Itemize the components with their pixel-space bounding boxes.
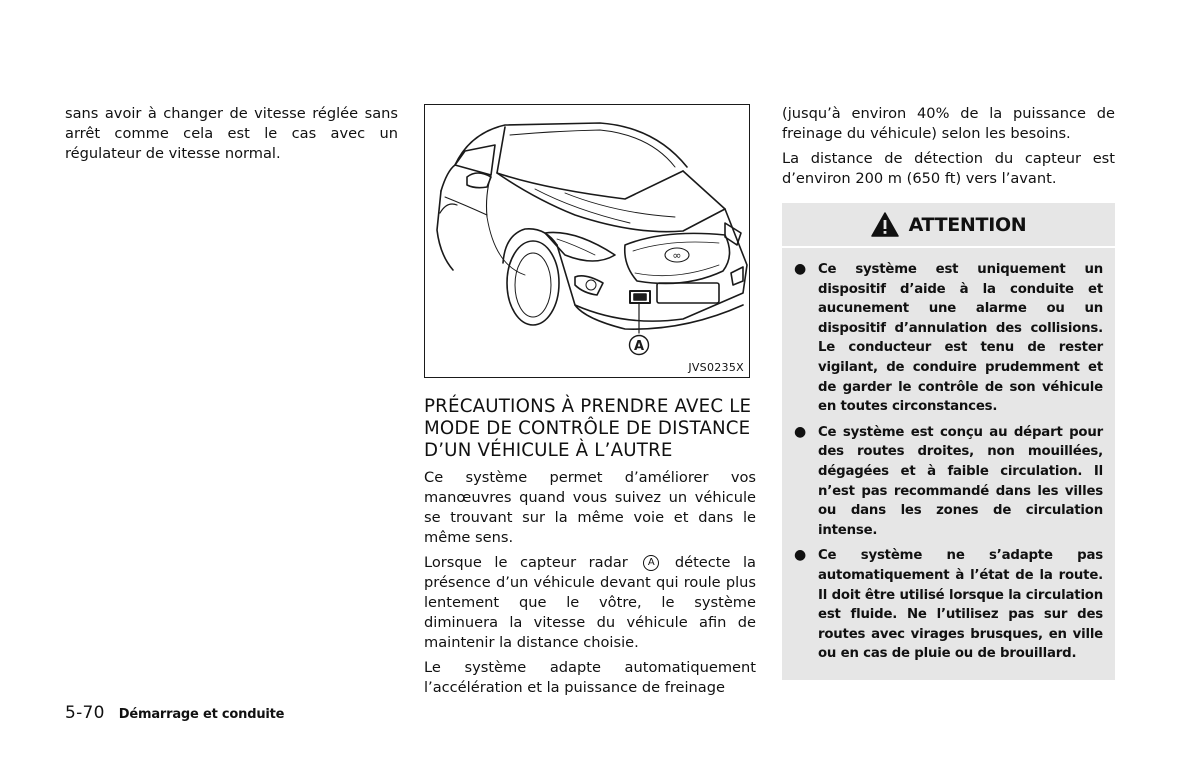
right-paragraph-1: (jusqu’à environ 40% de la puissance de freinage du véhicule) selon les besoins. xyxy=(782,105,1115,142)
paragraph-2-end: détecte la présence d’un véhicule devant qui roule plus lentement que le vôtre, le système diminuera la vitesse du véhicule afin de maintenir la distance choisie. xyxy=(424,554,757,651)
section-heading: PRÉCAUTIONS À PRENDRE AVEC LE MODE DE CONTRÔLE DE DISTANCE D’UN VÉHICULE À L’AUTRE xyxy=(424,396,752,461)
middle-column xyxy=(424,104,756,703)
page-footer xyxy=(65,703,284,723)
warning-triangle-icon xyxy=(871,212,899,237)
attention-item: ● Ce système est conçu au départ pour des routes droites, non mouillées, dégagées et à faible circulation. Il n’est pas recommandé dans les villes ou dans les zones de circulation intense. xyxy=(794,423,1103,538)
right-column xyxy=(782,104,1115,680)
bullet-icon: ● xyxy=(794,423,807,440)
attention-item: ● Ce système est uniquement un dispositif d’aide à la conduite et aucunement une alarme ou un dispositif d’annulation des collisions. Le conducteur est tenu de rester vigilant, de conduire prudemment et de garder le contrôle de son véhicule en toutes circonstances. xyxy=(794,261,1103,415)
middle-paragraph-2 xyxy=(424,553,756,653)
callout-label-a: A xyxy=(633,339,645,354)
section-name: Démarrage et conduite xyxy=(118,707,285,722)
car-illustration-figure xyxy=(424,104,750,378)
right-paragraph-2: La distance de détection du capteur est d’environ 200 m (650 ft) vers l’avant. xyxy=(782,150,1115,187)
grille-emblem: ∞ xyxy=(672,249,682,262)
attention-box xyxy=(782,203,1115,680)
car-front-illustration xyxy=(425,105,749,377)
attention-list xyxy=(782,248,1115,664)
inline-callout-a: A xyxy=(643,555,659,571)
paragraph-2-start: Lorsque le capteur radar xyxy=(424,554,628,571)
bullet-icon: ● xyxy=(794,547,807,564)
figure-code: JVS0235X xyxy=(688,361,744,374)
middle-paragraph-3: Le système adapte automatiquement l’accélération et la puissance de freinage xyxy=(424,659,756,696)
attention-title: ATTENTION xyxy=(908,213,1027,236)
middle-paragraph-1: Ce système permet d’améliorer vos manœuvres quand vous suivez un véhicule se trouvant sur la même voie et dans le même sens. xyxy=(424,469,756,546)
bullet-icon: ● xyxy=(794,261,807,277)
attention-item: ● Ce système ne s’adapte pas automatiquement à l’état de la route. Il doit être utilisé lorsque la circulation est fluide. Ne l’utilisez pas sur des routes avec virages brusques, en ville ou en cas de pluie ou de brouillard. xyxy=(794,547,1103,662)
attention-header xyxy=(782,203,1115,248)
page-number: 5-70 xyxy=(65,703,105,723)
left-paragraph: sans avoir à changer de vitesse réglée sans arrêt comme cela est le cas avec un régulateur de vitesse normal. xyxy=(65,105,398,162)
left-column xyxy=(65,104,398,169)
